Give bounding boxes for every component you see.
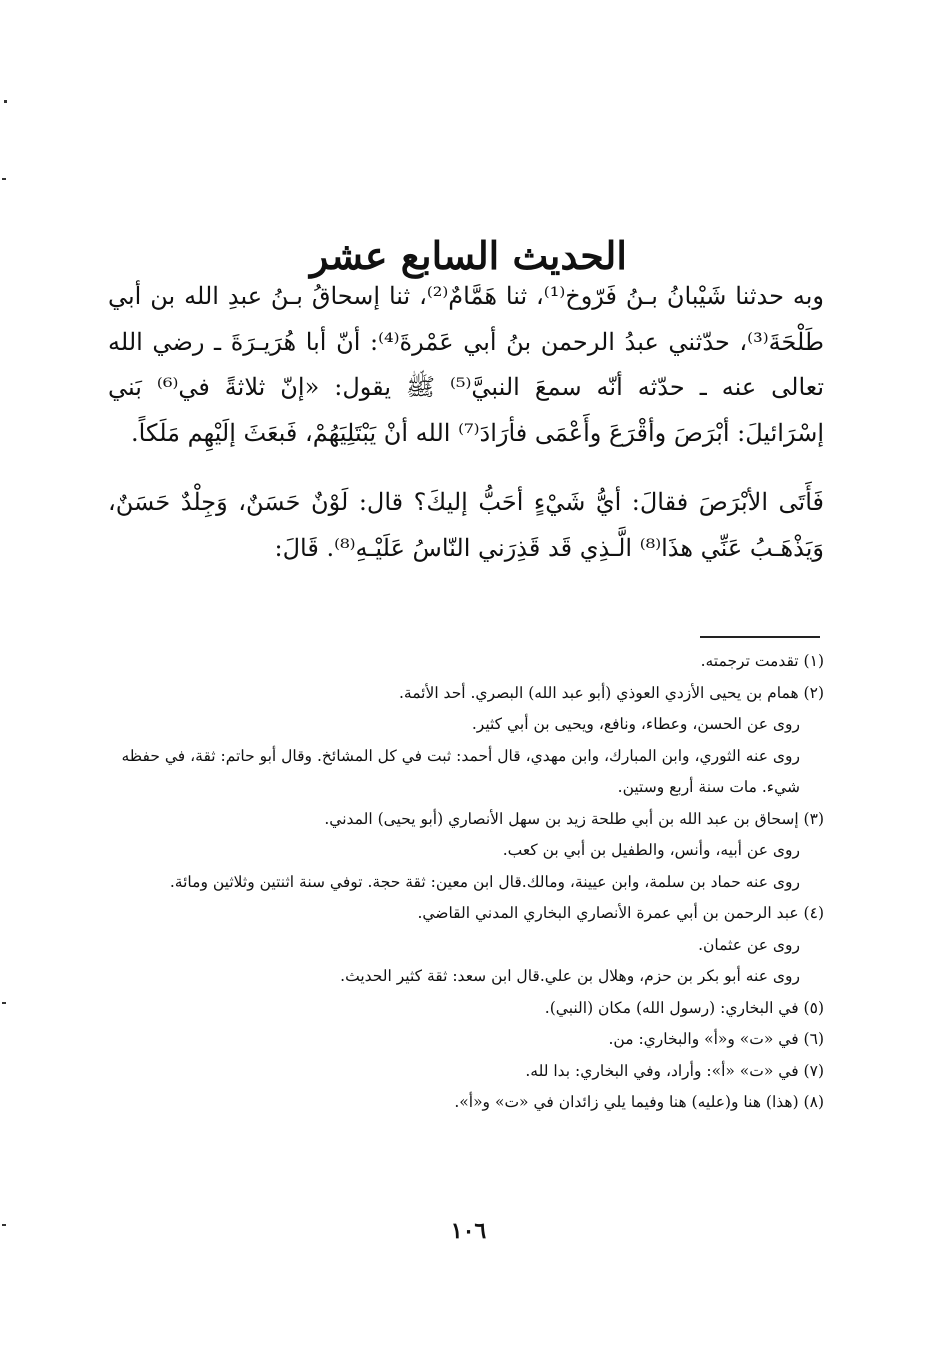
main-text <box>108 274 824 571</box>
footnote-line: (١) تقدمت ترجمته. <box>700 652 824 670</box>
footnote-line: روى عن عثمان. <box>698 935 800 954</box>
footnote-line: (٨) (هذا) هنا و(عليه) هنا وفيما يلي زائدان في «ت» و«أ». <box>454 1093 824 1111</box>
footnote-line: (٥) في البخاري: (رسول الله) مكان (النبي). <box>544 998 824 1017</box>
footnote-line: (٦) في «ت» و«أ» والبخاري: من. <box>608 1030 824 1048</box>
chapter-heading: الحديث السابع عشر <box>310 233 627 279</box>
footnote-line: روى عنه حماد بن سلمة، وابن عيينة، ومالك.قال ابن معين: ثقة حجة. توفي سنة اثنتين وثلاثين ومائة. <box>169 872 800 891</box>
footnote-line: روى عنه الثوري، وابن المبارك، وابن مهدي، قال أحمد: ثبت في كل المشائخ. وقال أبو حاتم: ثقة، في حفظه شيء. مات سنة أربع وستين. <box>121 746 800 796</box>
footnote-line: روى عنه أبو بكر بن حزم، وهلال بن علي.قال ابن سعد: ثقة كثير الحديث. <box>340 967 800 985</box>
paragraph: فَأَتَى الأبْرَصَ فقالَ: أيُّ شَيْءٍ أحَبُّ إليكَ؟ قال: لَوْنٌ حَسَنٌ، وَجِلْدٌ حَسَنٌ، وَيَذْهَـبُ عَنِّي هذَا⁽⁸⁾ الَّـذِي قَد قَذِرَني النّاسُ عَلَيْـهِ⁽⁸⁾. قَالَ: <box>108 488 824 562</box>
footnote-line: روى عن الحسن، وعطاء، ونافع، ويحيى بن أبي كثير. <box>471 715 800 733</box>
footnote-line: (٤) عبد الرحمن بن أبي عمرة الأنصاري البخاري المدني القاضي. <box>417 904 824 922</box>
footnote-separator <box>700 636 820 638</box>
page-number: ١٠٦ <box>450 1218 487 1244</box>
paragraph: وبه حدثنا شَيْبانُ بـنُ فَرّوخ⁽¹⁾، ثنا هَمَّامٌ⁽²⁾، ثنا إسحاقُ بـنُ عبدِ الله بن أبي طَلْحَةَ⁽³⁾، حدّثني عبدُ الرحمن بنُ أبي عَمْرةَ⁽⁴⁾: أنّ أبا هُرَيـرَةَ ـ رضي الله تعالى عنه ـ حدّثه أنّه سمعَ النبيَّ⁽⁵⁾ ﷺ يقول: «إنّ ثلاثةً في⁽⁶⁾ بَني إسْرَائيلَ: أبْرَصَ وأقْرَعَ وأَعْمَى فأرَادَ⁽⁷⁾ الله أنْ يَبْتَلِيَهُمْ، فَبعَثَ إلَيْهِم مَلَكاً. <box>108 282 825 447</box>
scan-speck <box>2 1002 6 1004</box>
scan-speck <box>2 178 6 180</box>
footnote-line: (٧) في «ت» «أ»: وأراد، وفي البخاري: بدا لله. <box>525 1061 824 1080</box>
footnotes <box>120 646 824 1119</box>
scan-speck <box>4 100 7 103</box>
footnote-line: روى عن أبيه، وأنس، والطفيل بن أبي بن كعب. <box>502 841 800 859</box>
scan-speck <box>2 1224 6 1226</box>
footnote-line: (٢) همام بن يحيى الأزدي العوذي (أبو عبد الله) البصري. أحد الأئمة. <box>398 683 824 702</box>
footnote-line: (٣) إسحاق بن عبد الله بن أبي طلحة زيد بن سهل الأنصاري (أبو يحيى) المدني. <box>324 809 824 828</box>
